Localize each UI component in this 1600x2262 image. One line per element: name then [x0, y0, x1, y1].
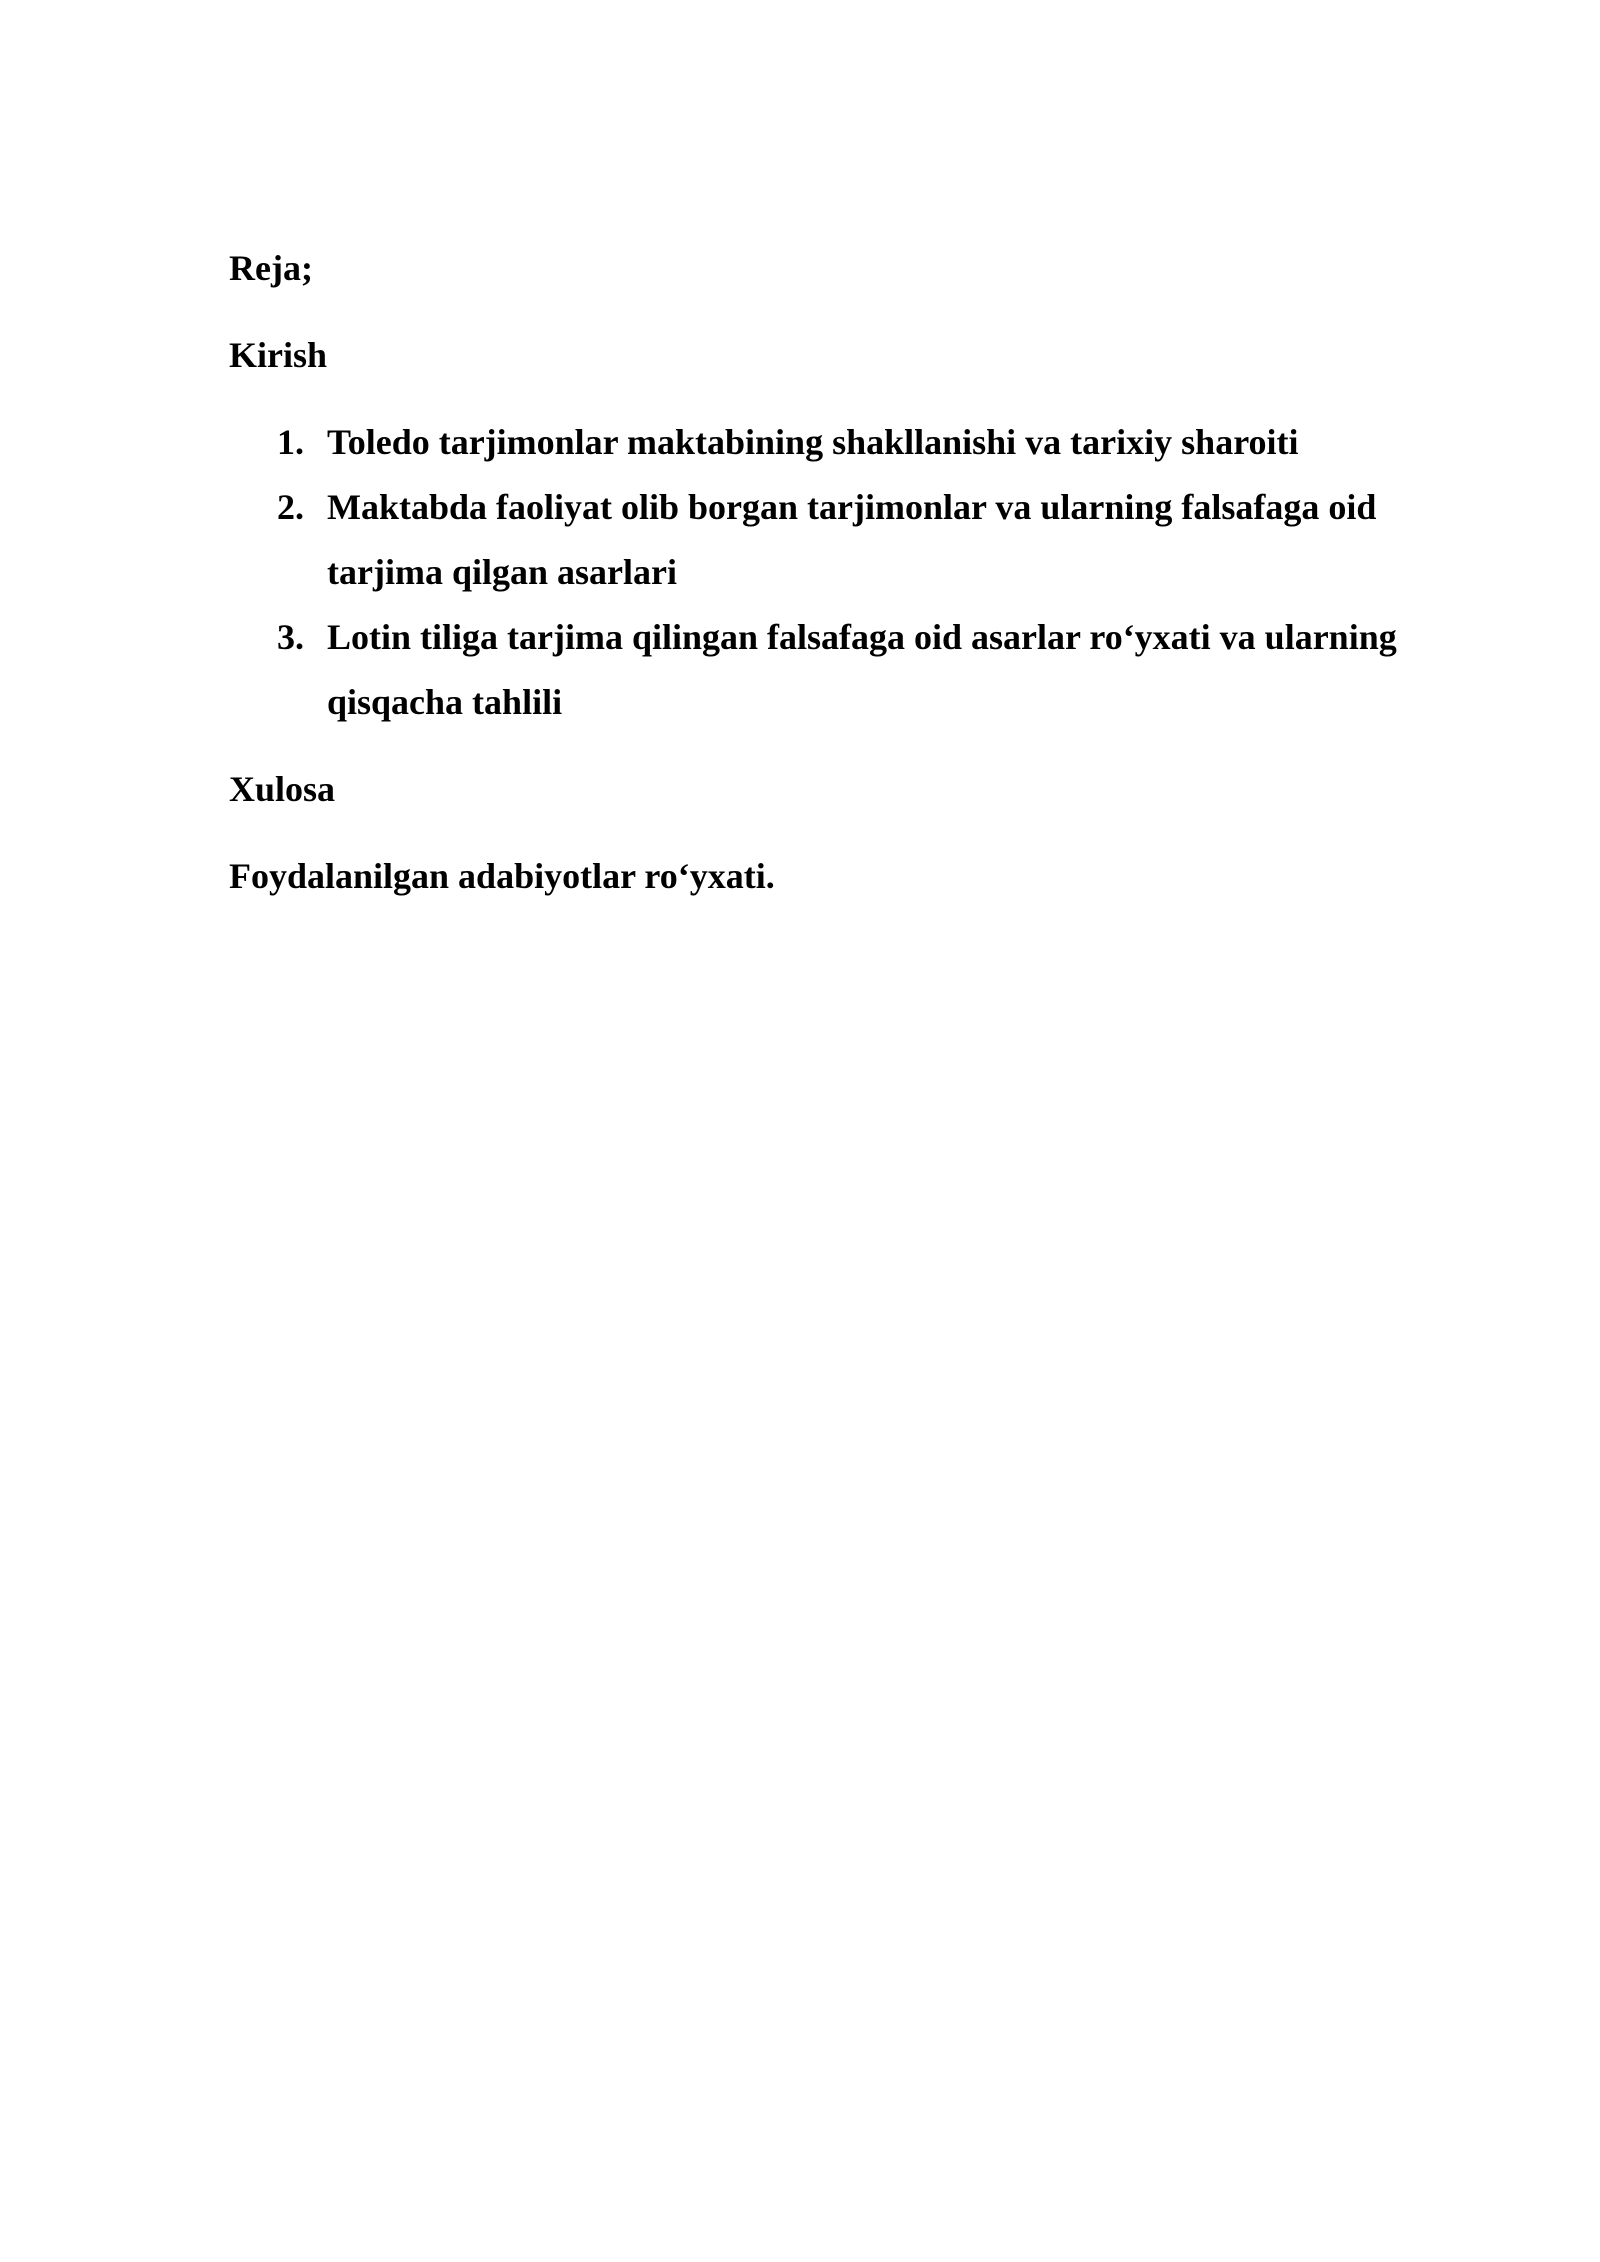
plan-item [229, 475, 1479, 605]
plan-section [229, 236, 1479, 931]
plan-item [229, 605, 1479, 735]
plan-item-number: 2. [277, 487, 304, 527]
conclusion-heading: Xulosa [229, 769, 336, 809]
plan-list [229, 410, 1479, 735]
plan-item-number: 1. [277, 422, 304, 462]
references-heading: Foydalanilgan adabiyotlar ro‘yxati. [229, 856, 775, 896]
plan-item-text: Toledo tarjimonlar maktabining shakllanishi va tarixiy sharoiti [327, 422, 1299, 462]
plan-item-number: 3. [277, 617, 304, 657]
plan-item-text: Maktabda faoliyat olib borgan tarjimonlar va ularning falsafaga oid tarjima qilgan asarlari [327, 487, 1377, 592]
plan-item-text: Lotin tiliga tarjima qilingan falsafaga oid asarlar ro‘yxati va ularning qisqacha tahlili [327, 617, 1397, 722]
plan-item [229, 410, 1479, 475]
introduction-heading: Kirish [229, 335, 328, 375]
plan-heading: Reja; [229, 248, 313, 288]
